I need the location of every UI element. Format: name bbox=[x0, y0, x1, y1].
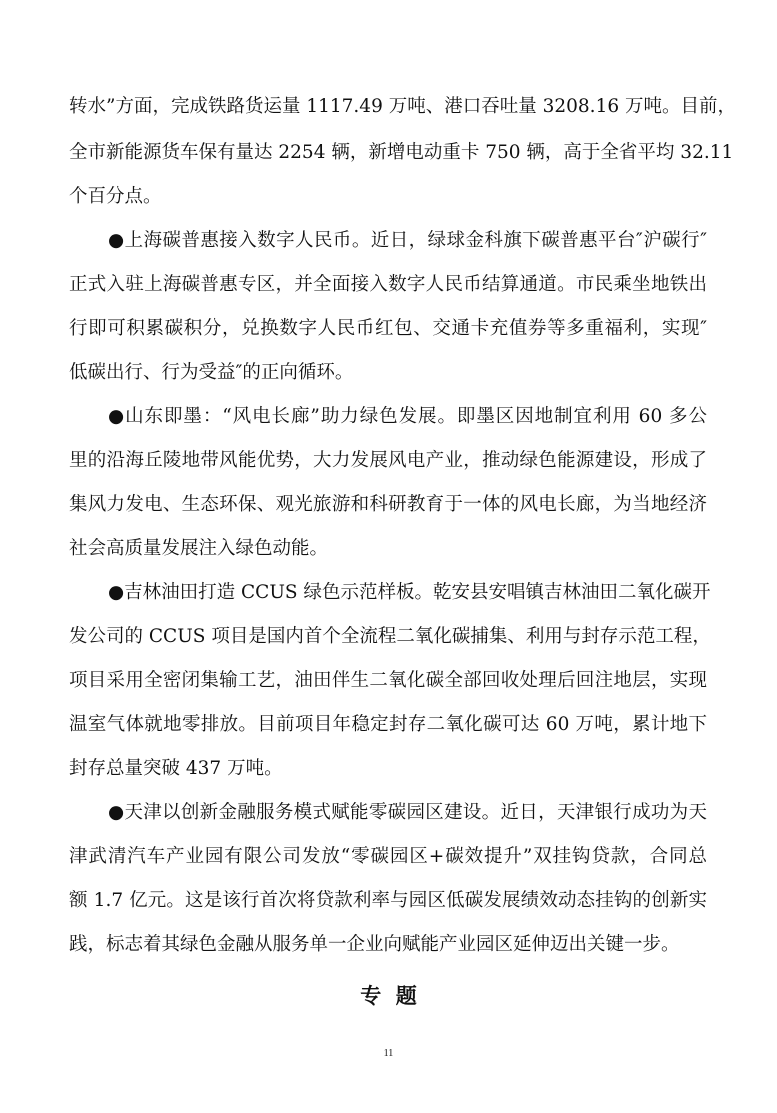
text-line: 额 1.7 亿元。这是该行首次将贷款利率与园区低碳发展绩效动态挂钩的创新实 bbox=[69, 890, 707, 911]
text-line: 项目采用全密闭集输工艺，油田伴生二氧化碳全部回收处理后回注地层，实现 bbox=[69, 670, 707, 691]
text-line: 里的沿海丘陵地带风能优势，大力发展风电产业，推动绿色能源建设，形成了 bbox=[69, 450, 707, 471]
text-line: 温室气体就地零排放。目前项目年稳定封存二氧化碳可达 60 万吨，累计地下 bbox=[69, 714, 707, 735]
text-line: ●上海碳普惠接入数字人民币。近日，绿球金科旗下碳普惠平台″沪碳行″ bbox=[108, 230, 707, 251]
text-line: 集风力发电、生态环保、观光旅游和科研教育于一体的风电长廊，为当地经济 bbox=[69, 494, 707, 515]
text-line: 转水”方面，完成铁路货运量 1117.49 万吨、港口吞吐量 3208.16 万吨。目前， bbox=[69, 96, 736, 117]
text-line: 低碳出行、行为受益″的正向循环。 bbox=[69, 362, 354, 383]
text-line: 发公司的 CCUS 项目是国内首个全流程二氧化碳捕集、利用与封存示范工程， bbox=[69, 626, 711, 647]
text-line: 全市新能源货车保有量达 2254 辆，新增电动重卡 750 辆，高于全省平均 32.11 bbox=[69, 142, 734, 163]
text-line: 封存总量突破 437 万吨。 bbox=[69, 758, 283, 779]
text-line: 津武清汽车产业园有限公司发放“零碳园区+碳效提升”双挂钩贷款，合同总 bbox=[69, 846, 707, 867]
text-line: 个百分点。 bbox=[69, 186, 162, 207]
text-line: ●天津以创新金融服务模式赋能零碳园区建设。近日，天津银行成功为天 bbox=[108, 802, 707, 823]
text-line: 正式入驻上海碳普惠专区，并全面接入数字人民币结算通道。市民乘坐地铁出 bbox=[69, 274, 707, 295]
text-line: 践，标志着其绿色金融从服务单一企业向赋能产业园区延伸迈出关键一步。 bbox=[69, 934, 680, 955]
text-line: ●吉林油田打造 CCUS 绿色示范样板。乾安县安唱镇吉林油田二氧化碳开 bbox=[108, 582, 711, 603]
section-heading: 专 题 bbox=[360, 983, 417, 1008]
text-line: 社会高质量发展注入绿色动能。 bbox=[69, 538, 329, 559]
text-line: ●山东即墨：“风电长廊”助力绿色发展。即墨区因地制宜利用 60 多公 bbox=[108, 406, 707, 427]
page-number: 11 bbox=[383, 1048, 394, 1059]
text-line: 行即可积累碳积分，兑换数字人民币红包、交通卡充值券等多重福利，实现″ bbox=[69, 318, 707, 339]
